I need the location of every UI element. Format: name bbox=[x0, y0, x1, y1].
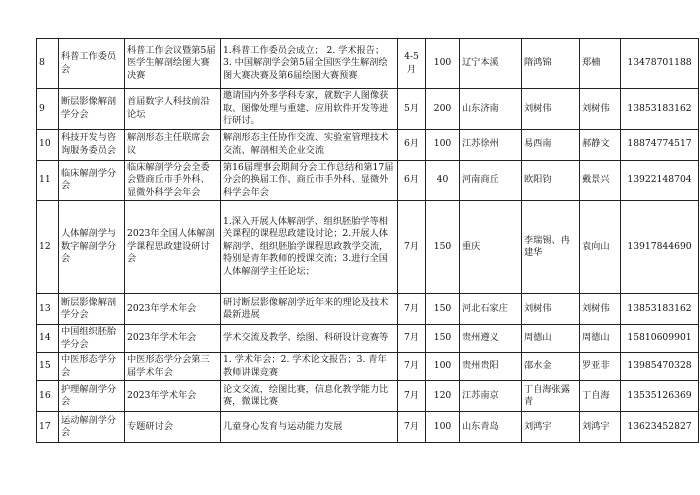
row-number-cell: 16 bbox=[37, 381, 59, 412]
contact-person-cell: 欧阳钧 bbox=[522, 160, 580, 201]
event-time-cell: 7月 bbox=[398, 201, 426, 294]
contact-person-cell: 刘树伟 bbox=[522, 89, 580, 130]
responsible-person-cell: 刘鸿宇 bbox=[580, 412, 621, 443]
attendee-count-cell: 100 bbox=[426, 353, 460, 381]
event-name-cell: 中医形态学分会第三届学术年会 bbox=[125, 353, 221, 381]
contact-person-cell: 刘鸿宇 bbox=[522, 412, 580, 443]
attendee-count-cell: 100 bbox=[426, 412, 460, 443]
row-number-cell: 17 bbox=[37, 412, 59, 443]
organizing-unit-cell: 运动解剖学分会 bbox=[59, 412, 125, 443]
contact-person-cell: 邵水金 bbox=[522, 353, 580, 381]
contact-phone-cell: 13922148704 bbox=[621, 160, 699, 201]
table-row bbox=[37, 381, 699, 412]
organizing-unit-cell: 护理解剖学分会 bbox=[59, 381, 125, 412]
responsible-person-cell: 周德山 bbox=[580, 325, 621, 353]
event-location-cell: 贵州遵义 bbox=[460, 325, 522, 353]
row-number-cell: 13 bbox=[37, 294, 59, 325]
event-location-cell: 江苏徐州 bbox=[460, 129, 522, 160]
event-time-cell: 7月 bbox=[398, 325, 426, 353]
contact-person-cell: 周德山 bbox=[522, 325, 580, 353]
event-content-cell: 第16届理事会期间分会工作总结和第17届分会的换届工作、商丘市手外科、显微外科学会年会 bbox=[221, 160, 398, 201]
event-location-cell: 辽宁本溪 bbox=[460, 39, 522, 89]
table-row bbox=[37, 325, 699, 353]
responsible-person-cell: 罗亚非 bbox=[580, 353, 621, 381]
event-content-cell: 1.深入开展人体解剖学、组织胚胎学等相关课程的课程思政建设讨论；2.开展人体解剖学、组织胚胎学课程思政教学交流，特别是青年教师的授课交流；3.进行全国人体解剖学主任论坛； bbox=[221, 201, 398, 294]
contact-phone-cell: 13623452827 bbox=[621, 412, 699, 443]
contact-phone-cell: 13917844690 bbox=[621, 201, 699, 294]
table-row bbox=[37, 353, 699, 381]
contact-phone-cell: 13853183162 bbox=[621, 89, 699, 130]
contact-person-cell: 易西南 bbox=[522, 129, 580, 160]
table-row bbox=[37, 412, 699, 443]
event-time-cell: 7月 bbox=[398, 412, 426, 443]
attendee-count-cell: 40 bbox=[426, 160, 460, 201]
row-number-cell: 10 bbox=[37, 129, 59, 160]
table-row bbox=[37, 201, 699, 294]
organizing-unit-cell: 科技开发与咨询服务委员会 bbox=[59, 129, 125, 160]
event-name-cell: 科普工作会议暨第5届医学生解剖绘图大赛决赛 bbox=[125, 39, 221, 89]
row-number-cell: 8 bbox=[37, 39, 59, 89]
organizing-unit-cell: 断层影像解剖学分会 bbox=[59, 294, 125, 325]
table-row bbox=[37, 129, 699, 160]
attendee-count-cell: 200 bbox=[426, 89, 460, 130]
contact-phone-cell: 13985470328 bbox=[621, 353, 699, 381]
event-name-cell: 临床解剖学分会全委会暨商丘市手外科、显微外科学会年会 bbox=[125, 160, 221, 201]
event-content-cell: 研讨断层影像解剖学近年来的理论及技术最新进展 bbox=[221, 294, 398, 325]
event-content-cell: 邀请国内外多学科专家，就数字人图像获取、图像处理与重建、应用软件开发等进行研讨。 bbox=[221, 89, 398, 130]
responsible-person-cell: 郑楠 bbox=[580, 39, 621, 89]
contact-person-cell: 李瑞锡、冉建华 bbox=[522, 201, 580, 294]
responsible-person-cell: 刘树伟 bbox=[580, 89, 621, 130]
attendee-count-cell: 100 bbox=[426, 39, 460, 89]
contact-phone-cell: 13535126369 bbox=[621, 381, 699, 412]
event-location-cell: 河南商丘 bbox=[460, 160, 522, 201]
event-name-cell: 2023年学术年会 bbox=[125, 381, 221, 412]
event-time-cell: 6月 bbox=[398, 160, 426, 201]
table-row bbox=[37, 89, 699, 130]
event-time-cell: 7月 bbox=[398, 381, 426, 412]
contact-person-cell: 丁自海张露青 bbox=[522, 381, 580, 412]
event-content-cell: 1.科普工作委员会成立； 2. 学术报告； 3. 中国解剖学会第5届全国医学生解剖绘图大赛决赛及第6届绘图大赛预赛 bbox=[221, 39, 398, 89]
event-time-cell: 7月 bbox=[398, 294, 426, 325]
event-name-cell: 首届数字人科技前沿论坛 bbox=[125, 89, 221, 130]
event-name-cell: 2023年学术年会 bbox=[125, 325, 221, 353]
event-location-cell: 河北石家庄 bbox=[460, 294, 522, 325]
event-location-cell: 山东青岛 bbox=[460, 412, 522, 443]
row-number-cell: 14 bbox=[37, 325, 59, 353]
event-time-cell: 4-5月 bbox=[398, 39, 426, 89]
events-table-body bbox=[37, 39, 699, 443]
contact-person-cell: 刘树伟 bbox=[522, 294, 580, 325]
attendee-count-cell: 150 bbox=[426, 325, 460, 353]
responsible-person-cell: 袁向山 bbox=[580, 201, 621, 294]
row-number-cell: 15 bbox=[37, 353, 59, 381]
responsible-person-cell: 郝静文 bbox=[580, 129, 621, 160]
organizing-unit-cell: 断层影像解剖学分会 bbox=[59, 89, 125, 130]
responsible-person-cell: 刘树伟 bbox=[580, 294, 621, 325]
organizing-unit-cell: 中医形态学分会 bbox=[59, 353, 125, 381]
attendee-count-cell: 120 bbox=[426, 381, 460, 412]
events-table bbox=[36, 38, 699, 443]
contact-phone-cell: 15810609901 bbox=[621, 325, 699, 353]
organizing-unit-cell: 科普工作委员会 bbox=[59, 39, 125, 89]
attendee-count-cell: 100 bbox=[426, 129, 460, 160]
event-time-cell: 5月 bbox=[398, 89, 426, 130]
contact-phone-cell: 13853183162 bbox=[621, 294, 699, 325]
event-time-cell: 7月 bbox=[398, 353, 426, 381]
contact-person-cell: 隋鸿锦 bbox=[522, 39, 580, 89]
event-content-cell: 论文交流，绘图比赛，信息化教学能力比赛，微课比赛 bbox=[221, 381, 398, 412]
row-number-cell: 9 bbox=[37, 89, 59, 130]
organizing-unit-cell: 人体解剖学与数字解剖学分会 bbox=[59, 201, 125, 294]
table-row bbox=[37, 160, 699, 201]
event-name-cell: 2023年全国人体解剖学课程思政建设研讨会 bbox=[125, 201, 221, 294]
event-location-cell: 贵州贵阳 bbox=[460, 353, 522, 381]
event-location-cell: 重庆 bbox=[460, 201, 522, 294]
organizing-unit-cell: 临床解剖学分会 bbox=[59, 160, 125, 201]
table-row bbox=[37, 294, 699, 325]
event-time-cell: 6月 bbox=[398, 129, 426, 160]
event-location-cell: 江苏南京 bbox=[460, 381, 522, 412]
event-content-cell: 解剖形态主任协作交流、实验室管理技术交流、解剖相关企业交流 bbox=[221, 129, 398, 160]
row-number-cell: 11 bbox=[37, 160, 59, 201]
event-name-cell: 解剖形态主任联席会议 bbox=[125, 129, 221, 160]
contact-phone-cell: 18874774517 bbox=[621, 129, 699, 160]
contact-phone-cell: 13478701188 bbox=[621, 39, 699, 89]
row-number-cell: 12 bbox=[37, 201, 59, 294]
event-location-cell: 山东济南 bbox=[460, 89, 522, 130]
event-content-cell: 学术交流及教学、绘图、科研设计竞赛等 bbox=[221, 325, 398, 353]
event-name-cell: 2023年学术年会 bbox=[125, 294, 221, 325]
attendee-count-cell: 150 bbox=[426, 201, 460, 294]
responsible-person-cell: 丁自海 bbox=[580, 381, 621, 412]
event-content-cell: 儿童身心发育与运动能力发展 bbox=[221, 412, 398, 443]
event-content-cell: 1. 学术年会；2. 学术论文报告；3. 青年教师讲课竞赛 bbox=[221, 353, 398, 381]
document-page bbox=[36, 38, 699, 443]
organizing-unit-cell: 中国组织胚胎学分会 bbox=[59, 325, 125, 353]
event-name-cell: 专题研讨会 bbox=[125, 412, 221, 443]
responsible-person-cell: 戴景兴 bbox=[580, 160, 621, 201]
table-row bbox=[37, 39, 699, 89]
attendee-count-cell: 150 bbox=[426, 294, 460, 325]
